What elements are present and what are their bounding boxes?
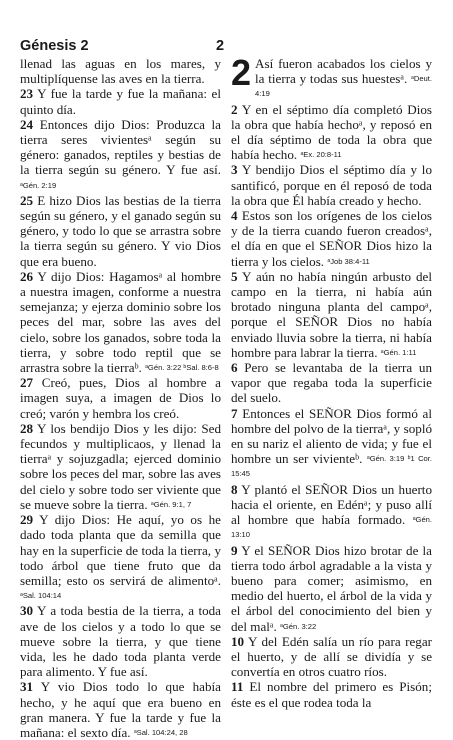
verse-number: 8 — [231, 481, 238, 497]
verse-number: 7 — [231, 405, 238, 421]
verse-text: Y plantó el SEÑOR Dios un huerto hacia el oriente, en Edénᵃ; y puso allí al hombre que había formado. — [231, 481, 432, 528]
verse — [231, 543, 432, 634]
cross-reference: ᵃDeut. 4:19 — [255, 74, 432, 99]
verse-number: 26 — [20, 268, 34, 284]
page-header — [0, 38, 453, 58]
verse-number: 23 — [20, 86, 34, 102]
verse-text: Y a toda bestia de la tierra, a toda ave de los cielos y a todo lo que se mueve sobre la tierra, y que tiene vida, les he dado toda planta verde para alimento. Y fue así. — [20, 603, 221, 680]
verse-text: Y aún no había ningún arbusto del campo en la tierra, ni había aún brotado ninguna planta del campoᵃ, porque el SEÑOR Dios no había enviado lluvia sobre la tierra, ni había hombre para labrar la tierra. — [231, 268, 432, 360]
right-column — [231, 52, 433, 710]
verse-number: 5 — [231, 268, 238, 284]
verse-text: Estos son los orígenes de los cielos y de la tierra cuando fueron creadosᵃ, el día en que el SEÑOR Dios hizo la tierra y los cielos. — [231, 208, 432, 269]
verse — [231, 52, 432, 102]
verse — [231, 679, 432, 709]
page-number: 2 — [216, 38, 225, 54]
verse — [20, 679, 221, 740]
verse — [20, 86, 221, 116]
verse-text: Y dijo Dios: Hagamosᵃ al hombre a nuestra imagen, conforme a nuestra semejanza; y ejerza dominio sobre los peces del mar, sobre las aves del cielo, sobre los ganados, sobre toda la tierra, y sobre todo reptil que se arrastra sobre la tierraᵇ. — [20, 268, 221, 376]
verse — [20, 193, 221, 269]
verse-number: 30 — [20, 603, 34, 619]
left-column — [20, 56, 221, 740]
verse-number: 11 — [231, 679, 244, 695]
verse — [231, 269, 432, 360]
verse-text: E hizo Dios las bestias de la tierra según su género, y el ganado según su género, y todo lo que se arrastra sobre la tierra según su género. Y vio Dios que era bueno. — [20, 192, 221, 269]
verse-number: 28 — [20, 420, 34, 436]
cross-reference: ᵃGén. 2:19 — [20, 180, 57, 190]
cross-reference: ᵃGén. 1:11 — [380, 347, 417, 357]
verse-number: 4 — [231, 208, 238, 224]
verse-text: llenad las aguas en los mares, y multiplíquense las aves en la tierra. — [20, 56, 221, 87]
verse-text: El nombre del primero es Pisón; éste es el que rodea toda la — [231, 679, 432, 710]
verse — [20, 512, 221, 603]
verse-number: 29 — [20, 512, 34, 528]
verse-text: Entonces el SEÑOR Dios formó al hombre del polvo de la tierraᵃ, y sopló en su nariz el aliento de vida; y fue el hombre un ser vivienteᵇ. — [231, 405, 432, 467]
verse-text: Pero se levantaba de la tierra un vapor que regaba toda la superficie del suelo. — [231, 360, 433, 406]
running-head: Génesis 2 — [20, 38, 89, 54]
verse — [20, 269, 221, 375]
verse-number: 3 — [231, 162, 238, 178]
verse-text: Creó, pues, Dios al hombre a imagen suya, a imagen de Dios lo creó; varón y hembra los creó. — [20, 375, 221, 421]
verse — [231, 634, 432, 680]
verse — [20, 117, 221, 193]
verse-text: Y vio Dios todo lo que había hecho, y he aquí que era bueno en gran manera. Y fue la tarde y fue la mañana: el sexto día. — [20, 679, 221, 740]
verse — [20, 56, 221, 86]
verse-number: 27 — [20, 375, 34, 391]
verse — [231, 102, 432, 163]
verse — [231, 208, 432, 269]
verse-text: Y del Edén salía un río para regar el huerto, y de allí se dividía y se convertía en otros cuatro ríos. — [231, 633, 432, 680]
verse-text: Y los bendijo Dios y les dijo: Sed fecundos y multiplicaos, y llenad la tierraᵃ y sojuzgadla; ejerced dominio sobre los peces del mar, sobre las aves del cielo y sobre todo ser viviente que se mueve sobre la tierra. — [20, 420, 221, 512]
chapter-number: 2 — [231, 52, 252, 93]
cross-reference: ᵃGén. 3:22 ᵇSal. 8:6-8 — [145, 363, 219, 373]
verse-number: 6 — [231, 360, 238, 376]
verse-text: Y fue la tarde y fue la mañana: el quinto día. — [20, 86, 221, 117]
verse-number: 24 — [20, 116, 34, 132]
verse — [231, 406, 432, 482]
cross-reference: ᵃJob 38:4-11 — [327, 256, 370, 266]
verse — [20, 603, 221, 679]
verse-text: Y bendijo Dios el séptimo día y lo santificó, porque en él reposó de toda la obra que Él había creado y hecho. — [231, 162, 432, 208]
verse-text: Y en el séptimo día completó Dios la obra que había hechoᵃ, y reposó en el día séptimo de toda la obra que había hecho. — [231, 101, 432, 163]
verse-number: 25 — [20, 192, 34, 208]
cross-reference: ᵃGén. 3:19 ᵇ1 Cor. 15:45 — [231, 454, 432, 479]
verse-number: 9 — [231, 542, 238, 558]
verse-text: Así fueron acabados los cielos y la tierra y todas sus huestesᵃ. — [255, 56, 432, 87]
cross-reference: ᵃSal. 104:24, 28 — [133, 727, 188, 737]
cross-reference: ᵃEx. 20:8-11 — [300, 150, 342, 160]
verse-text: Entonces dijo Dios: Produzca la tierra seres vivientesᵃ según su género: ganados, reptiles y bestias de la tierra según su género. Y fue así. — [20, 116, 221, 178]
cross-reference: ᵃGén. 13:10 — [231, 515, 433, 540]
verse-number: 31 — [20, 679, 34, 695]
verse-number: 10 — [231, 633, 245, 649]
cross-reference: ᵃSal. 104:14 — [20, 591, 62, 601]
verse — [231, 482, 432, 543]
verse-text: Y el SEÑOR Dios hizo brotar de la tierra todo árbol agradable a la vista y bueno para comer; asimismo, en medio del huerto, el árbol de la vida y el árbol del conocimiento del bien y del malᵃ. — [231, 542, 432, 634]
verse — [231, 162, 432, 208]
verse — [231, 360, 432, 406]
verse-number: 2 — [231, 101, 238, 117]
verse — [20, 421, 221, 512]
verse — [20, 375, 221, 421]
cross-reference: ᵃGén. 3:22 — [280, 621, 317, 631]
cross-reference: ᵃGén. 9:1, 7 — [150, 499, 192, 509]
verse-text: Y dijo Dios: He aquí, yo os he dado toda planta que da semilla que hay en la superficie de toda la tierra, y todo árbol que tiene fruto que da semilla; esto os servirá de alimentoᵃ. — [20, 512, 221, 588]
